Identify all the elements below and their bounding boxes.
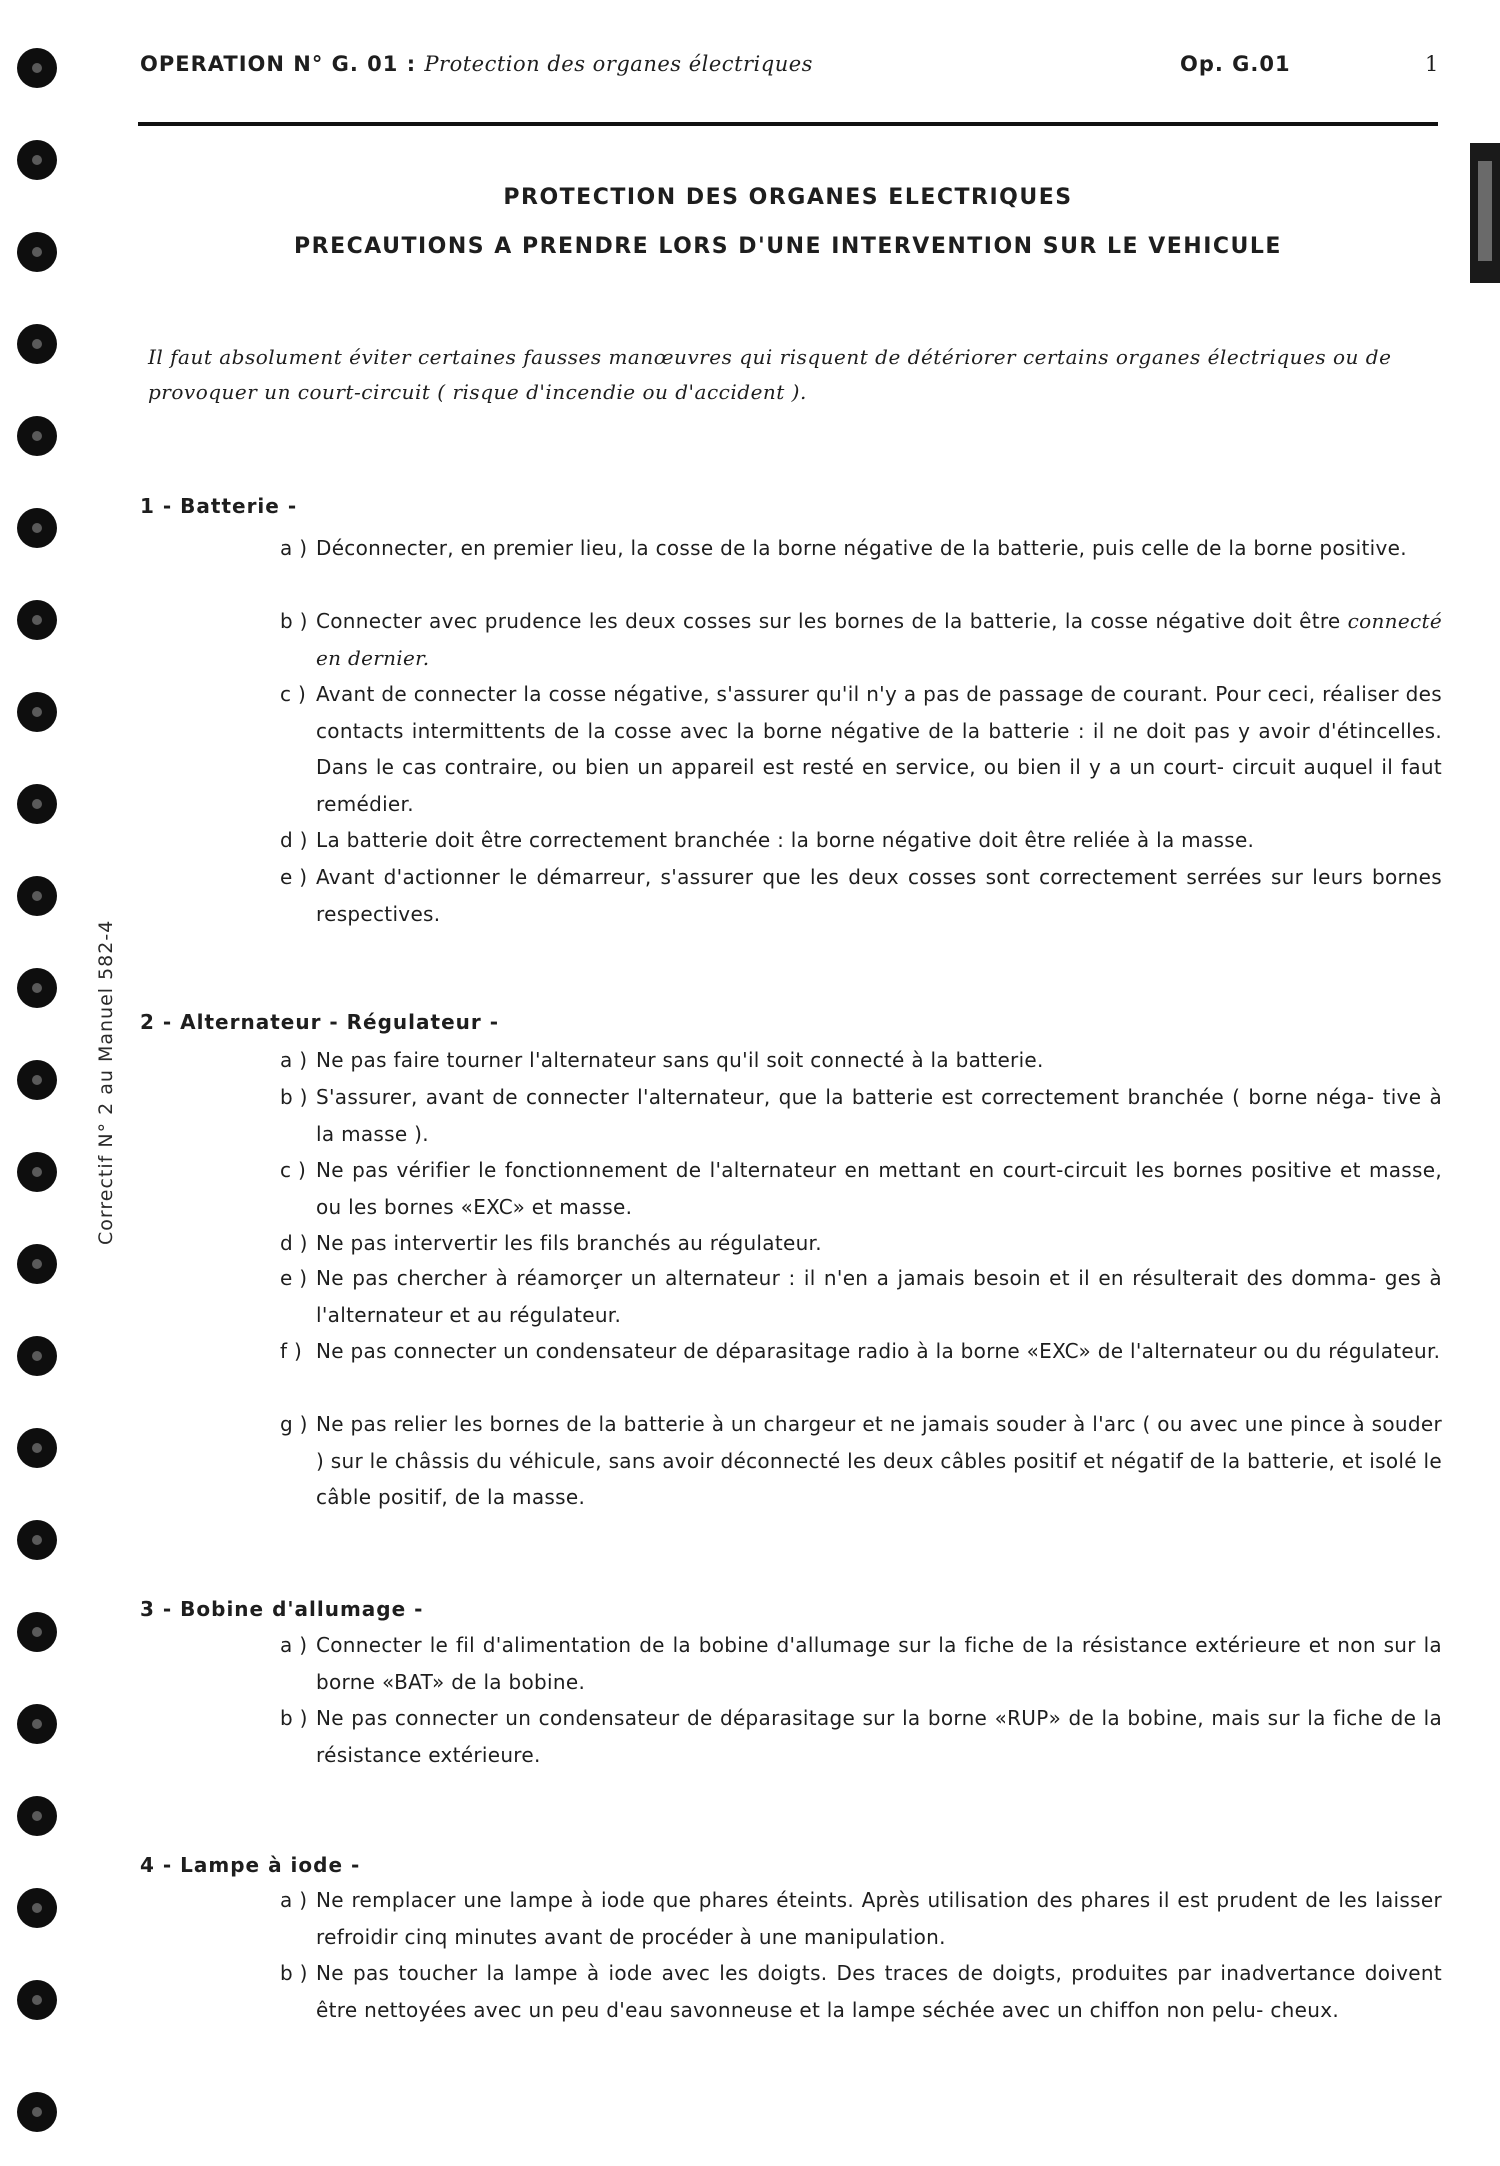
item-label: b ) — [280, 1085, 308, 1109]
item-label: a ) — [280, 1633, 308, 1657]
list-item — [280, 1260, 1442, 1333]
item-text: Ne pas toucher la lampe à iode avec les doigts. Des traces de doigts, produites par inadvertance doivent être nettoyées avec un peu d'eau savonneuse et la lampe séchée avec un chiffon non pelu- cheux. — [316, 1961, 1442, 2022]
item-label: b ) — [280, 1961, 308, 1985]
item-label: g ) — [280, 1412, 308, 1436]
section-heading-alternateur: 2 - Alternateur - Régulateur - — [140, 1010, 500, 1034]
punch-hole-icon — [17, 600, 57, 640]
punch-hole-icon — [17, 1152, 57, 1192]
punch-hole-icon — [17, 324, 57, 364]
item-label: d ) — [280, 828, 308, 852]
punch-hole-icon — [17, 784, 57, 824]
punch-hole-icon — [17, 968, 57, 1008]
item-text: Déconnecter, en premier lieu, la cosse de la borne négative de la batterie, puis celle de la borne positive. — [316, 536, 1407, 560]
page-header — [140, 52, 1440, 88]
list-item — [280, 822, 1442, 859]
list-item — [280, 603, 1442, 676]
item-label: a ) — [280, 1888, 308, 1912]
page-title: PROTECTION DES ORGANES ELECTRIQUES — [503, 185, 1073, 210]
item-text: Ne pas connecter un condensateur de déparasitage radio à la borne «EXC» de l'alternateur ou du régulateur. — [316, 1339, 1441, 1363]
list-item — [280, 530, 1442, 567]
header-rule — [138, 122, 1438, 126]
punch-hole-icon — [17, 416, 57, 456]
item-label: d ) — [280, 1231, 308, 1255]
punch-hole-icon — [17, 232, 57, 272]
item-label: b ) — [280, 609, 308, 633]
binder-punch-holes — [0, 0, 80, 2166]
section-heading-lampe: 4 - Lampe à iode - — [140, 1853, 361, 1877]
section-heading-bobine: 3 - Bobine d'allumage - — [140, 1597, 424, 1621]
item-text: La batterie doit être correctement branchée : la borne négative doit être reliée à la masse. — [316, 828, 1255, 852]
list-item — [280, 1225, 1442, 1262]
operation-number: OPERATION N° G. 01 : — [140, 52, 417, 76]
punch-hole-icon — [17, 1704, 57, 1744]
item-label: c ) — [280, 682, 307, 706]
margin-correction-note: Correctif N° 2 au Manuel 582-4 — [95, 919, 117, 1245]
item-text: Ne remplacer une lampe à iode que phares éteints. Après utilisation des phares il est prudent de les laisser refroidir cinq minutes avant de procéder à une manipulation. — [316, 1888, 1442, 1949]
item-text: S'assurer, avant de connecter l'alternateur, que la batterie est correctement branchée ( borne néga- tive à la masse ). — [316, 1085, 1442, 1146]
item-text-container — [280, 603, 1442, 676]
punch-hole-icon — [17, 48, 57, 88]
punch-hole-icon — [17, 140, 57, 180]
punch-hole-icon — [17, 692, 57, 732]
operation-subject: Protection des organes électriques — [424, 52, 813, 76]
intro-paragraph: Il faut absolument éviter certaines fausses manœuvres qui risquent de détériorer certains organes électriques ou de provoquer un court-circuit ( risque d'incendie ou d'accident ). — [148, 345, 1392, 404]
punch-hole-icon — [17, 508, 57, 548]
item-text: Ne pas connecter un condensateur de déparasitage sur la borne «RUP» de la bobine, mais sur la fiche de la résistance extérieure. — [316, 1706, 1442, 1767]
item-text: Ne pas intervertir les fils branchés au régulateur. — [316, 1231, 822, 1255]
item-text: Ne pas relier les bornes de la batterie à un chargeur et ne jamais souder à l'arc ( ou avec une pince à souder ) sur le châssis du véhicule, sans avoir déconnecté les deux câbles positif et négatif de la batterie, et isolé le câble positif, de la masse. — [316, 1412, 1442, 1509]
item-label: c ) — [280, 1158, 307, 1182]
punch-hole-icon — [17, 1612, 57, 1652]
punch-hole-icon — [17, 1428, 57, 1468]
item-label: a ) — [280, 536, 308, 560]
item-text: Ne pas vérifier le fonctionnement de l'alternateur en mettant en court-circuit les bornes positive et masse, ou les bornes «EXC» et masse. — [316, 1158, 1442, 1219]
list-item — [280, 1700, 1442, 1773]
item-text: Connecter avec prudence les deux cosses sur les bornes de la batterie, la cosse négative doit être — [316, 609, 1341, 633]
list-item — [280, 676, 1442, 822]
section-edge-tab — [1470, 143, 1500, 283]
list-item — [280, 1079, 1442, 1152]
item-label: a ) — [280, 1048, 308, 1072]
punch-hole-icon — [17, 1796, 57, 1836]
list-item — [280, 1042, 1442, 1079]
punch-hole-icon — [17, 2092, 57, 2132]
item-text-italic: connecté en dernier. — [316, 609, 1442, 670]
list-item — [280, 1882, 1442, 1955]
list-item — [280, 1627, 1442, 1700]
list-item — [280, 1406, 1442, 1516]
item-text: Connecter le fil d'alimentation de la bobine d'allumage sur la fiche de la résistance extérieure et non sur la borne «BAT» de la bobine. — [316, 1633, 1442, 1694]
punch-hole-icon — [17, 1336, 57, 1376]
section-heading-batterie: 1 - Batterie - — [140, 494, 298, 518]
punch-hole-icon — [17, 1888, 57, 1928]
punch-hole-icon — [17, 1980, 57, 2020]
punch-hole-icon — [17, 1520, 57, 1560]
operation-code: Op. G.01 — [1180, 52, 1291, 76]
item-text: Ne pas faire tourner l'alternateur sans qu'il soit connecté à la batterie. — [316, 1048, 1044, 1072]
punch-hole-icon — [17, 876, 57, 916]
list-item — [280, 1955, 1442, 2028]
item-text: Avant de connecter la cosse négative, s'assurer qu'il n'y a pas de passage de courant. Pour ceci, réaliser des contacts intermittents de la cosse avec la borne négative de la batterie : il ne doit pas y avoir d'étincelles. Dans le cas contraire, ou bien un appareil est resté en service, ou bien il y a un court- circuit auquel il faut remédier. — [316, 682, 1442, 816]
item-text: Avant d'actionner le démarreur, s'assurer que les deux cosses sont correctement serrées sur leurs bornes respectives. — [316, 865, 1442, 926]
page-subtitle: PRECAUTIONS A PRENDRE LORS D'UNE INTERVENTION SUR LE VEHICULE — [294, 234, 1282, 259]
list-item — [280, 859, 1442, 932]
punch-hole-icon — [17, 1244, 57, 1284]
item-label: f ) — [280, 1339, 303, 1363]
punch-hole-icon — [17, 1060, 57, 1100]
page-number: 1 — [1425, 52, 1440, 76]
list-item — [280, 1152, 1442, 1225]
item-label: e ) — [280, 865, 308, 889]
item-label: e ) — [280, 1266, 308, 1290]
item-label: b ) — [280, 1706, 308, 1730]
item-text: Ne pas chercher à réamorçer un alternateur : il n'en a jamais besoin et il en résulterait des domma- ges à l'alternateur et au régulateur. — [316, 1266, 1442, 1327]
list-item — [280, 1333, 1442, 1370]
operation-label — [140, 52, 813, 76]
